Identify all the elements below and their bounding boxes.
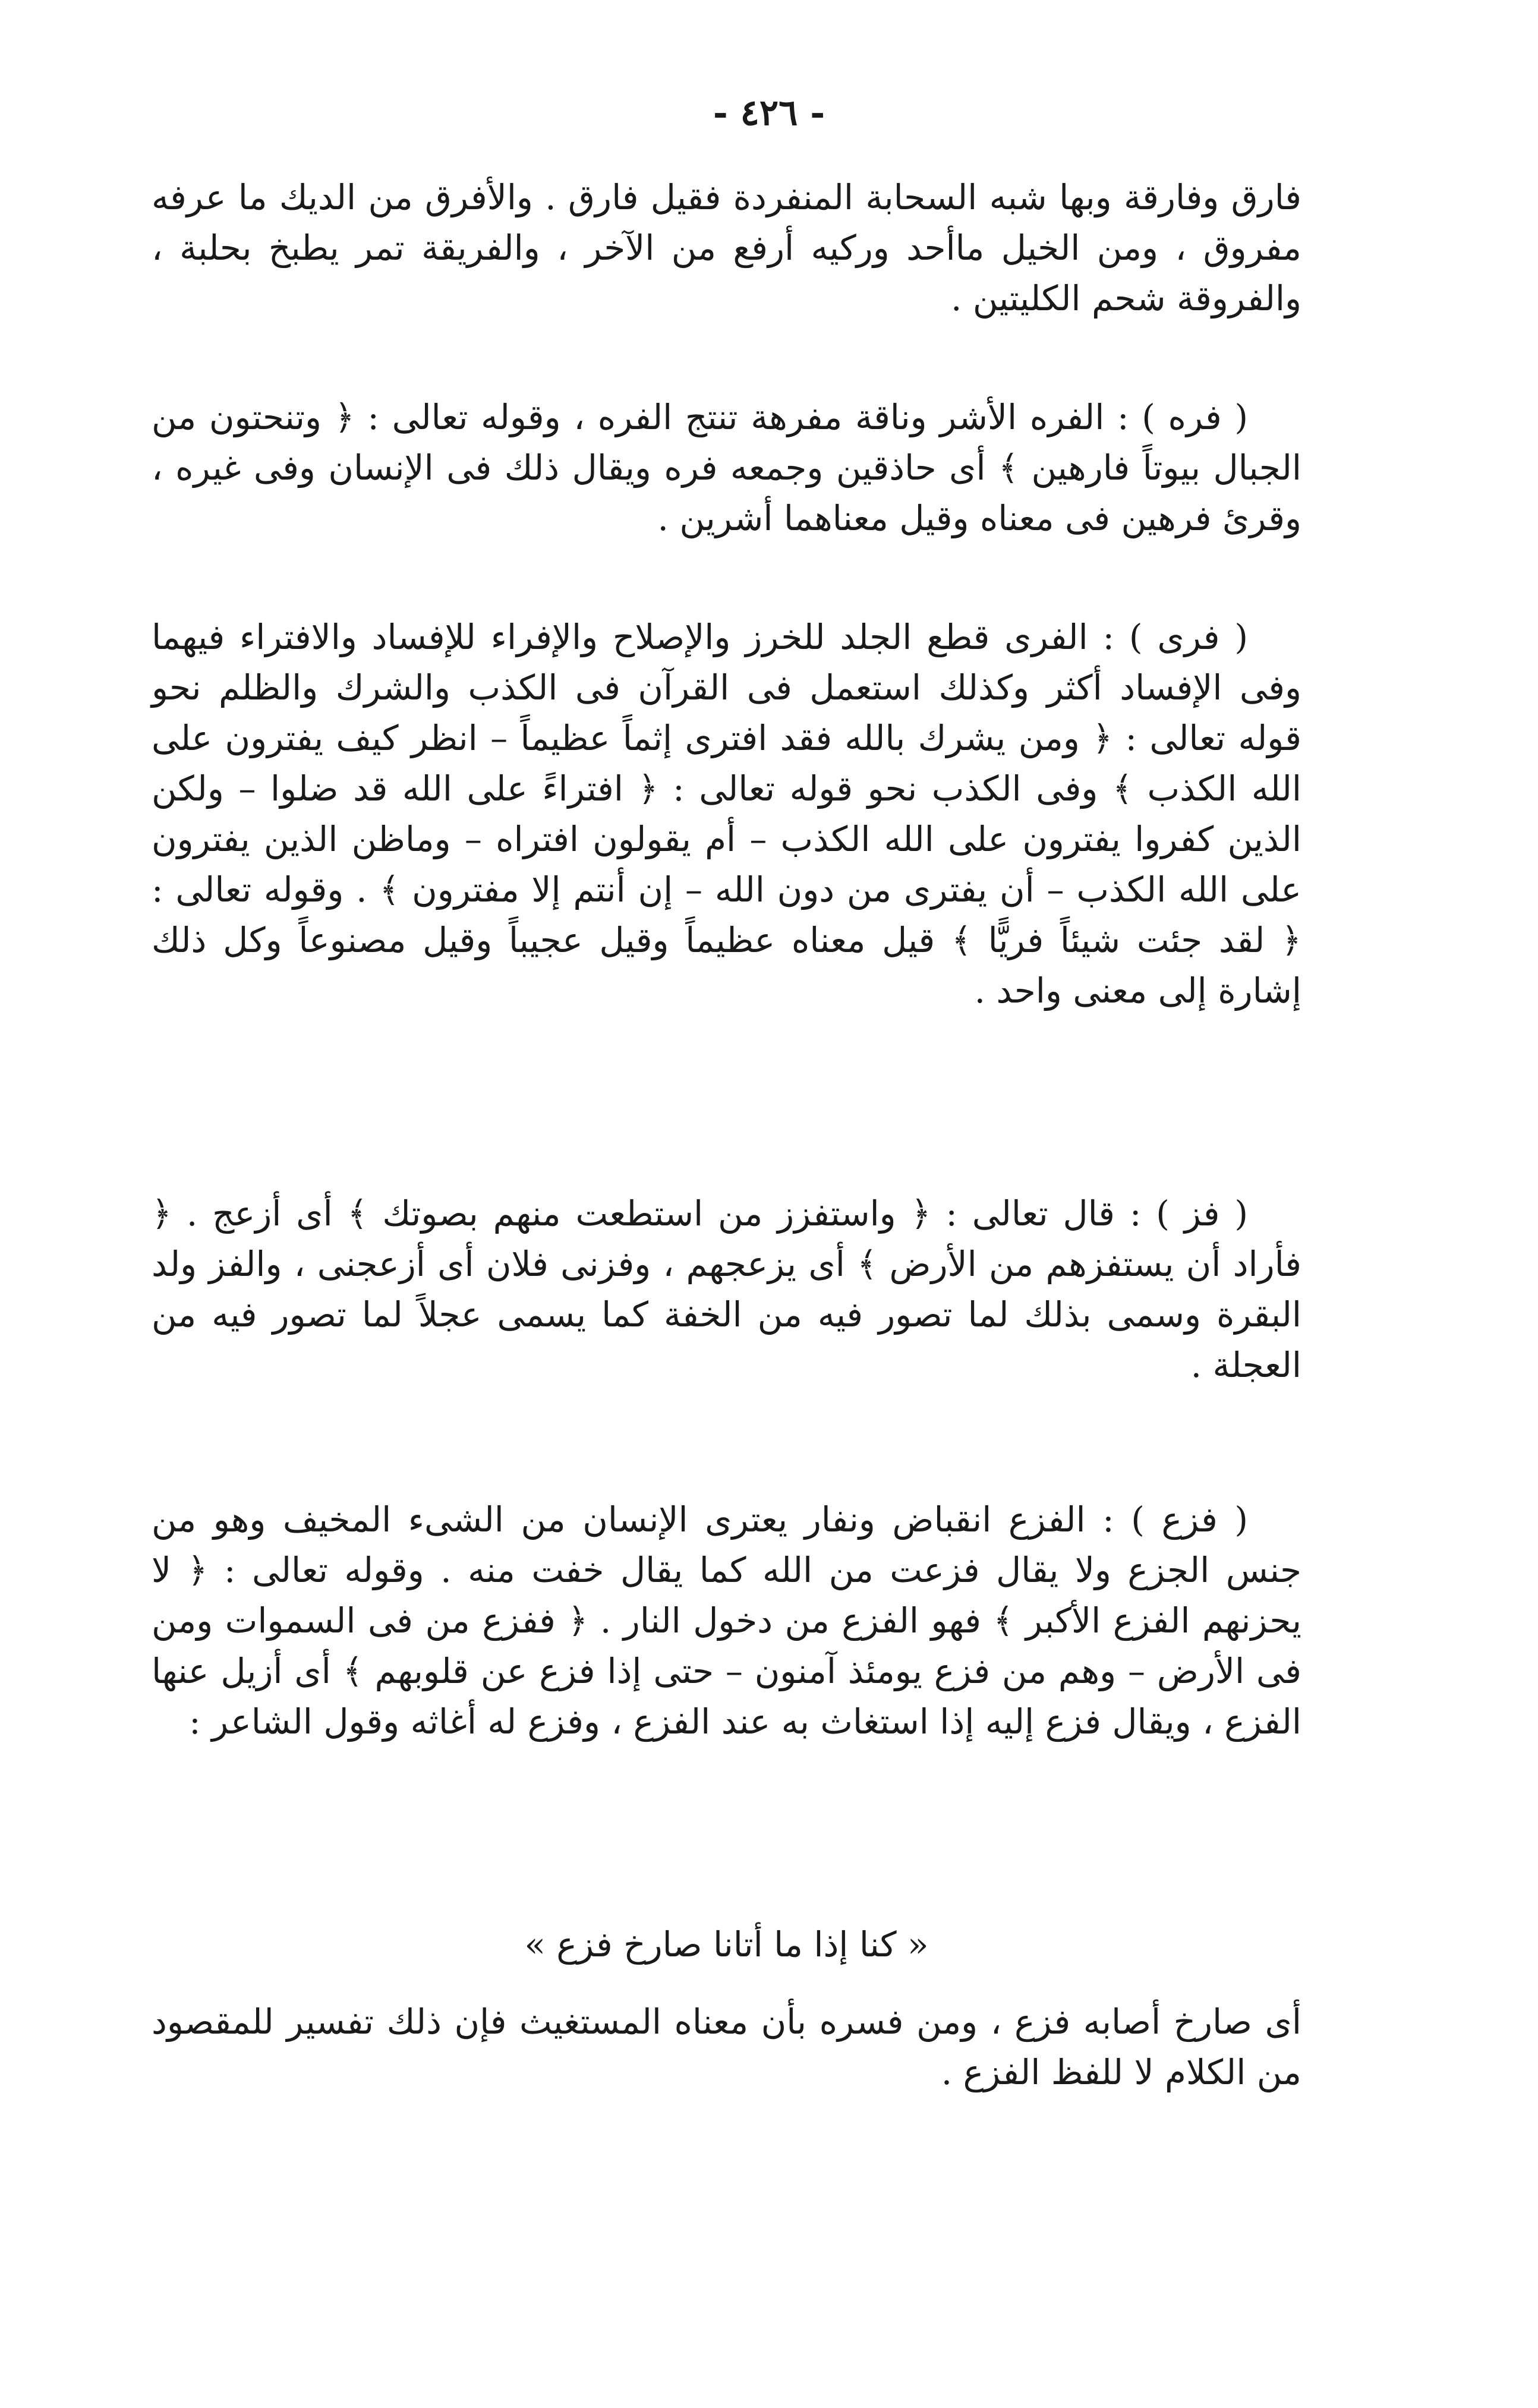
page-number: - ٤٢٦ - bbox=[713, 92, 825, 134]
paragraph-closing bbox=[152, 1997, 1301, 2098]
entry-text: ( فزع ) : الفزع انقباض ونفار يعترى الإنسان من الشىء المخيف وهو من جنس الجزع ولا يقال فزعت من الله كما يقال خفت منه . وقوله تعالى : ﴿ لا يحزنهم الفزع الأكبر ﴾ فهو الفزع من دخول النار . ﴿ ففزع من فى السموات ومن فى الأرض – وهم من فزع يومئذ آمنون – حتى إذا فزع عن قلوبهم ﴾ أى أزيل عنها الفزع ، ويقال فزع إليه إذا استغاث به عند الفزع ، وفزع له أغاثه وقول الشاعر : bbox=[152, 1499, 1301, 1742]
entry-text: ( فرى ) : الفرى قطع الجلد للخرز والإصلاح والإفراء للإفساد والافتراء فيهما وفى الإفساد أكثر وكذلك استعمل فى القرآن فى الكذب والشرك والظلم نحو قوله تعالى : ﴿ ومن يشرك بالله فقد افترى إثماً عظيماً – انظر كيف يفترون على الله الكذب ﴾ وفى الكذب نحو قوله تعالى : ﴿ افتراءً على الله قد ضلوا – ولكن الذين كفروا يفترون على الله الكذب – أم يقولون افتراه – وماظن الذين يفترون على الله الكذب – أن يفترى من دون الله – إن أنتم إلا مفترون ﴾ . وقوله تعالى : ﴿ لقد جئت شيئاً فريًّا ﴾ قيل معناه عظيماً وقيل عجيباً وقيل مصنوعاً وكل ذلك إشارة إلى معنى واحد . bbox=[152, 617, 1301, 1011]
entry-fara bbox=[152, 612, 1301, 1016]
paragraph-text: أى صارخ أصابه فزع ، ومن فسره بأن معناه المستغيث فإن ذلك تفسير للمقصود من الكلام لا للفظ الفزع . bbox=[152, 2002, 1301, 2092]
paragraph-intro bbox=[152, 172, 1301, 324]
entry-faza bbox=[152, 1495, 1301, 1747]
poetry-verse: « كنا إذا ما أتانا صارخ فزع » bbox=[524, 1924, 929, 1965]
entry-fazz bbox=[152, 1189, 1301, 1391]
entry-text: ( فره ) : الفره الأشر وناقة مفرهة تنتج الفره ، وقوله تعالى : ﴿ وتنحتون من الجبال بيوتاً فارهين ﴾ أى حاذقين وجمعه فره ويقال ذلك فى الإنسان وفى غيره ، وقرئ فرهين فى معناه وقيل معناهما أشرين . bbox=[152, 397, 1301, 538]
paragraph-text: فارق وفارقة وبها شبه السحابة المنفردة فقيل فارق . والأفرق من الديك ما عرفه مفروق ، ومن الخيل ماأحد وركيه أرفع من الآخر ، والفريقة تمر يطبخ بحلبة ، والفروقة شحم الكليتين . bbox=[152, 177, 1301, 319]
entry-farah bbox=[152, 392, 1301, 544]
entry-text: ( فز ) : قال تعالى : ﴿ واستفزز من استطعت منهم بصوتك ﴾ أى أزعج . ﴿ فأراد أن يستفزهم من الأرض ﴾ أى يزعجهم ، وفزنى فلان أى أزعجنى ، والفز ولد البقرة وسمى بذلك لما تصور فيه من الخفة كما يسمى عجلاً لما تصور فيه من العجلة . bbox=[152, 1193, 1301, 1385]
